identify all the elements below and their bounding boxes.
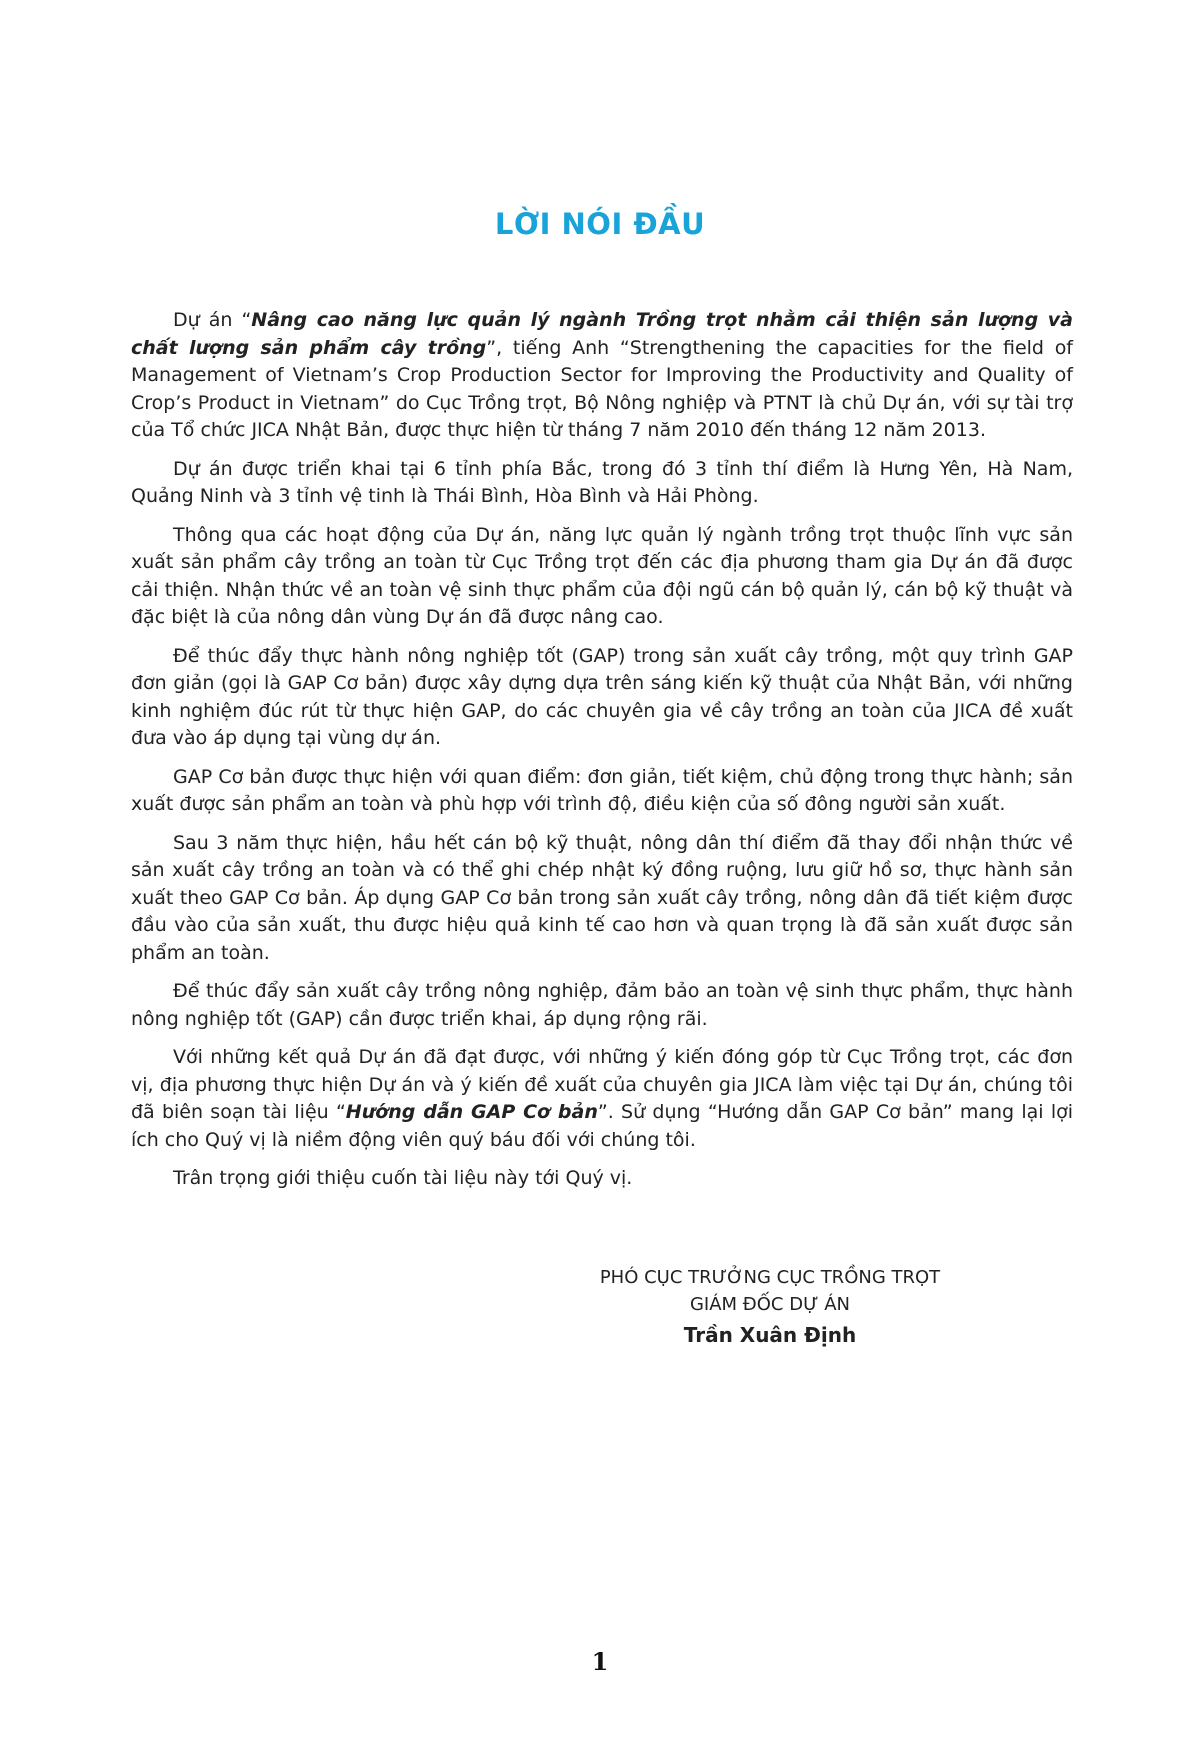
paragraph-1	[131, 307, 1073, 445]
signature-position-line1: PHÓ CỤC TRƯỞNG CỤC TRỒNG TRỌT	[599, 1267, 941, 1288]
preface-body	[131, 307, 1073, 1204]
paragraph-1-rest: ”, tiếng Anh “Strengthening the capacities for the field of Management of Vietnam’s Crop Production Sector for Improving the Productivity and Quality of Crop’s Product in Vietnam” do Cục Trồng trọt, Bộ Nông nghiệp và PTNT là chủ Dự án, với sự tài trợ của Tổ chức JICA Nhật Bản, được thực hiện từ tháng 7 năm 2010 đến tháng 12 năm 2013.	[131, 336, 1074, 441]
paragraph-7: Để thúc đẩy sản xuất cây trồng nông nghiệp, đảm bảo an toàn vệ sinh thực phẩm, thực hành nông nghiệp tốt (GAP) cần được triển khai, áp dụng rộng rãi.	[131, 980, 1073, 1030]
paragraph-8	[131, 1044, 1073, 1154]
document-name: Hướng dẫn GAP Cơ bản	[345, 1101, 598, 1123]
paragraph-8-lead: Với những kết quả Dự án đã đạt được, với những ý kiến đóng góp từ Cục Trồng trọt, các đơn vị, địa phương thực hiện Dự án và ý kiến đề xuất của chuyên gia JICA làm việc tại Dự án, chúng tôi đã biên soạn tài liệu “	[131, 1046, 1073, 1123]
paragraph-2: Dự án được triển khai tại 6 tỉnh phía Bắc, trong đó 3 tỉnh thí điểm là Hưng Yên, Hà Nam, Quảng Ninh và 3 tỉnh vệ tinh là Thái Bình, Hòa Bình và Hải Phòng.	[131, 457, 1073, 507]
project-name: Nâng cao năng lực quản lý ngành Trồng trọt nhằm cải thiện sản lượng và chất lượng sản phẩm cây trồng	[131, 309, 1074, 359]
paragraph-4: Để thúc đẩy thực hành nông nghiệp tốt (GAP) trong sản xuất cây trồng, một quy trình GAP đơn giản (gọi là GAP Cơ bản) được xây dựng dựa trên sáng kiến kỹ thuật của Nhật Bản, với những kinh nghiệm đúc rút từ thực hiện GAP, do các chuyên gia về cây trồng an toàn của JICA đề xuất đưa vào áp dụng tại vùng dự án.	[131, 644, 1073, 749]
paragraph-3: Thông qua các hoạt động của Dự án, năng lực quản lý ngành trồng trọt thuộc lĩnh vực sản xuất sản phẩm cây trồng an toàn từ Cục Trồng trọt đến các địa phương tham gia Dự án đã được cải thiện. Nhận thức về an toàn vệ sinh thực phẩm của đội ngũ cán bộ quản lý, cán bộ kỹ thuật và đặc biệt là của nông dân vùng Dự án đã được nâng cao.	[131, 523, 1073, 628]
paragraph-6: Sau 3 năm thực hiện, hầu hết cán bộ kỹ thuật, nông dân thí điểm đã thay đổi nhận thức về sản xuất cây trồng an toàn và có thể ghi chép nhật ký đồng ruộng, lưu giữ hồ sơ, thực hành sản xuất theo GAP Cơ bản. Áp dụng GAP Cơ bản trong sản xuất cây trồng, nông dân đã tiết kiệm được đầu vào của sản xuất, thu được hiệu quả kinh tế cao hơn và quan trọng là đã sản xuất được sản phẩm an toàn.	[131, 831, 1073, 964]
signature-block	[560, 1264, 980, 1349]
paragraph-5: GAP Cơ bản được thực hiện với quan điểm: đơn giản, tiết kiệm, chủ động trong thực hành; sản xuất được sản phẩm an toàn và phù hợp với trình độ, điều kiện của số đông người sản xuất.	[131, 765, 1073, 815]
paragraph-8-rest: ”. Sử dụng “Hướng dẫn GAP Cơ bản” mang lại lợi ích cho Quý vị là niềm động viên quý báu đối với chúng tôi.	[131, 1101, 1073, 1151]
page-title: LỜI NÓI ĐẦU	[494, 207, 706, 241]
paragraph-1-lead: Dự án “	[173, 309, 252, 331]
page-number: 1	[591, 1647, 609, 1676]
paragraph-9: Trân trọng giới thiệu cuốn tài liệu này tới Quý vị.	[173, 1167, 633, 1189]
signature-position-line2: GIÁM ĐỐC DỰ ÁN	[689, 1294, 851, 1315]
signature-name: Trần Xuân Định	[683, 1323, 857, 1347]
